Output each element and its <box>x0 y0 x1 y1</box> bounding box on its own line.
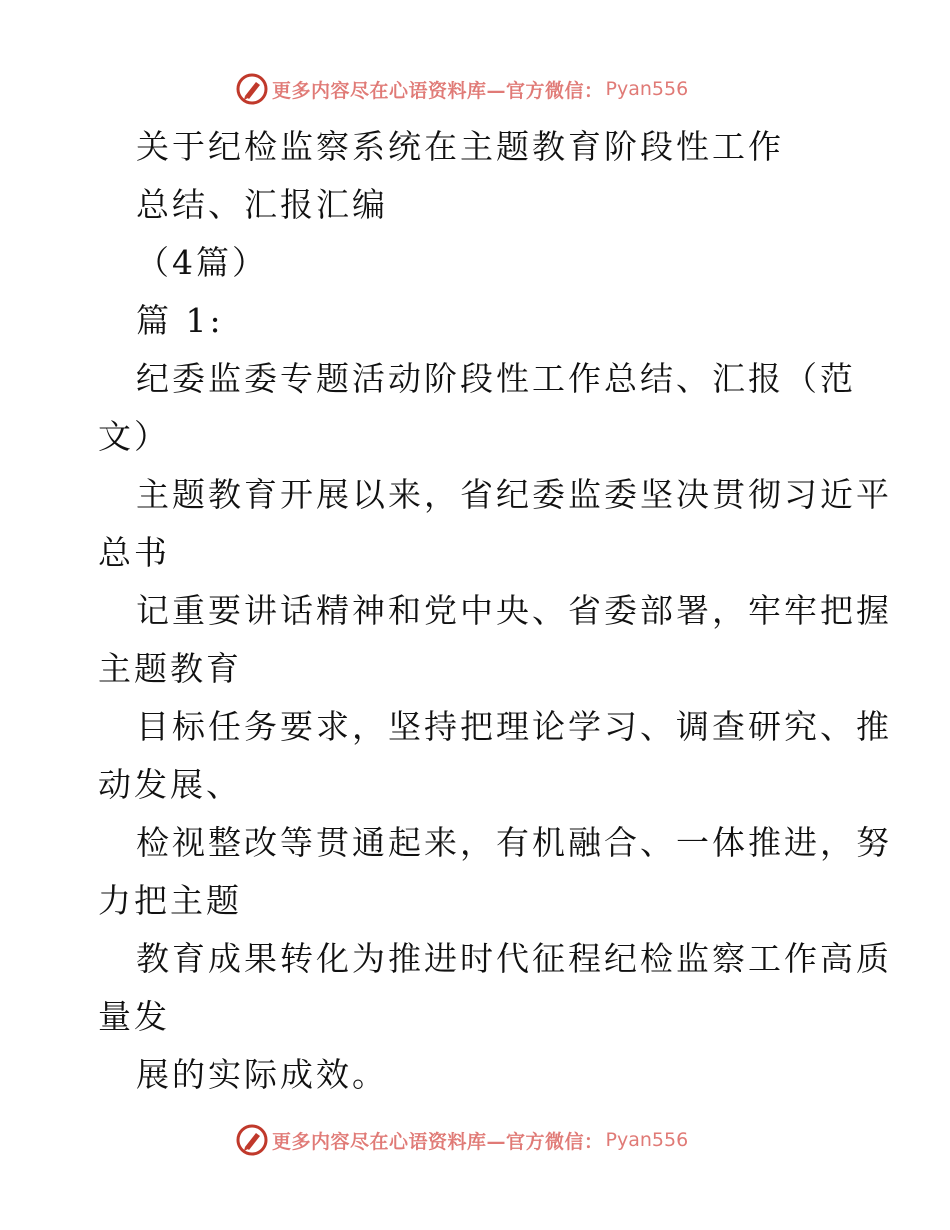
paragraph-line: 主题教育开展以来，省纪委监委坚决贯彻习近平 <box>136 475 892 514</box>
article-title-line-1: 纪委监委专题活动阶段性工作总结、汇报（范 <box>136 359 856 398</box>
pen-logo-icon <box>236 73 268 105</box>
paragraph-line: 主题教育 <box>98 649 242 688</box>
doc-title-line-1: 关于纪检监察系统在主题教育阶段性工作 <box>136 127 784 166</box>
watermark-text: 更多内容尽在心语资料库—官方微信： <box>272 79 604 102</box>
doc-title-line-2: 总结、汇报汇编 <box>136 185 388 224</box>
header-watermark <box>236 72 688 106</box>
watermark-contact: Pyan556 <box>605 78 689 100</box>
paragraph-line: 动发展、 <box>98 765 242 804</box>
footer-watermark <box>236 1123 688 1157</box>
paragraph-line: 检视整改等贯通起来，有机融合、一体推进，努 <box>136 823 892 862</box>
paragraph-line: 展的实际成效。 <box>136 1055 388 1094</box>
paragraph-line: 量发 <box>98 997 170 1036</box>
paragraph-line: 力把主题 <box>98 881 242 920</box>
paragraph-line: 总书 <box>98 533 170 572</box>
paragraph-line: 记重要讲话精神和党中央、省委部署，牢牢把握 <box>136 591 892 630</box>
doc-subtitle: （4篇） <box>136 243 268 282</box>
article-title-line-2: 文） <box>98 417 170 456</box>
watermark-contact: Pyan556 <box>605 1129 689 1151</box>
paragraph-line: 目标任务要求，坚持把理论学习、调查研究、推 <box>136 707 892 746</box>
watermark-text: 更多内容尽在心语资料库—官方微信： <box>272 1130 604 1153</box>
paragraph-line: 教育成果转化为推进时代征程纪检监察工作高质 <box>136 939 892 978</box>
pen-logo-icon <box>236 1124 268 1156</box>
section-heading: 篇 1: <box>136 301 224 340</box>
